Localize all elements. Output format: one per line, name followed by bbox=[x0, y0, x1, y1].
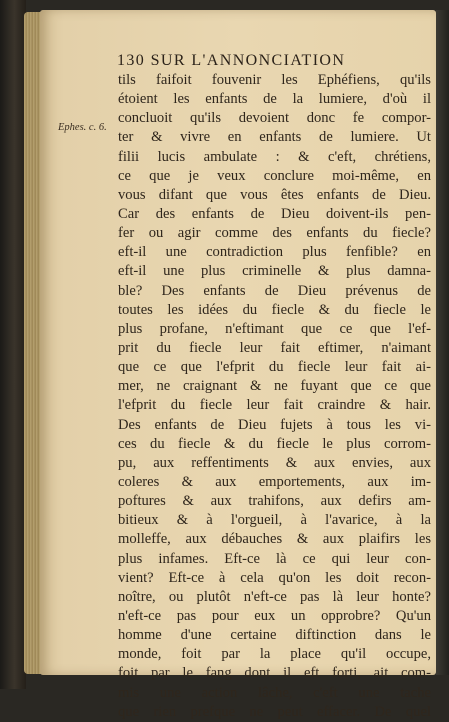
text-line: concluoit qu'ils devoient donc fe compor- bbox=[118, 110, 431, 127]
text-line: mer, ne craignant & ne fuyant que ce que bbox=[118, 378, 431, 395]
text-line: Car des enfants de Dieu doivent-ils pen- bbox=[118, 205, 431, 222]
text-line: ces du fiecle & du fiecle le plus corrom- bbox=[118, 435, 431, 452]
text-line: foit par le fang dont il eft forti, ait com- bbox=[118, 665, 431, 682]
text-line: l'efprit du fiecle leur fait craindre & hair. bbox=[118, 397, 431, 414]
text-line: que ce que l'efprit du fiecle leur fait ai- bbox=[118, 359, 431, 376]
text-line: molleffe, aux débauches & aux plaifirs les bbox=[118, 531, 431, 548]
text-line: Des enfants de Dieu fujets à tous les vi- bbox=[118, 416, 431, 433]
text-line: plus infames. Eft-ce là ce qui leur con- bbox=[118, 550, 431, 567]
text-line: eft-il une plus criminelle & plus damna- bbox=[118, 263, 431, 280]
text-line: ce que je veux conclure moi-même, en bbox=[118, 167, 431, 184]
text-line: ble? Des enfants de Dieu prévenus de bbox=[118, 282, 431, 299]
text-line: poftures & aux trahifons, aux defirs am- bbox=[118, 493, 431, 510]
body-text bbox=[118, 71, 431, 722]
text-line: vous difant que vous êtes enfants de Dieu. bbox=[118, 186, 431, 203]
text-line: plus profane, n'eftimant que ce que l'ef- bbox=[118, 320, 431, 337]
page-header: 130 SUR L'ANNONCIATION bbox=[117, 52, 346, 69]
text-line: vient? Eft-ce à cela qu'on les doit recon- bbox=[118, 569, 431, 586]
text-line: coleres & aux emportements, aux im- bbox=[118, 473, 431, 490]
text-line: toutes les idées du fiecle & du fiecle le bbox=[118, 301, 431, 318]
text-line: homme d'une certaine diftinction dans le bbox=[118, 627, 431, 644]
text-line: prit du fiecle leur fait eftimer, n'aimant bbox=[118, 339, 431, 356]
book-spine bbox=[0, 0, 26, 689]
text-line: bitieux & à l'orgueil, à l'avarice, à la bbox=[118, 512, 431, 529]
text-line: monde, foit par la place qu'il occupe, bbox=[118, 646, 431, 663]
text-line: n'eft-ce pas pour eux un opprobre? Qu'un bbox=[118, 607, 431, 624]
text-line: mis une action lâche, c'eft une tache bbox=[118, 684, 431, 701]
text-line: pu, aux reffentiments & aux envies, aux bbox=[118, 454, 431, 471]
right-book-edge bbox=[436, 10, 449, 675]
text-line: tils faifoit fouvenir les Ephéfiens, qu'ils bbox=[118, 72, 431, 88]
text-line: eft-il une contradiction plus fenfible? en bbox=[118, 244, 431, 261]
text-line: filii lucis ambulate : & c'eft, chrétiens, bbox=[118, 148, 431, 165]
text-line: noître, ou plutôt n'eft-ce pas là leur honte? bbox=[118, 588, 431, 605]
text-line: ter & vivre en enfants de lumiere. Ut bbox=[118, 129, 431, 146]
margin-note: Ephes. c. 6. bbox=[58, 122, 107, 133]
text-line: fer ou agir comme des enfants du fiecle? bbox=[118, 225, 431, 242]
text-line: étoient les enfants de la lumiere, d'où il bbox=[118, 91, 431, 108]
text-line: que rien prefque ne peut effacer. De quel bbox=[118, 703, 431, 720]
